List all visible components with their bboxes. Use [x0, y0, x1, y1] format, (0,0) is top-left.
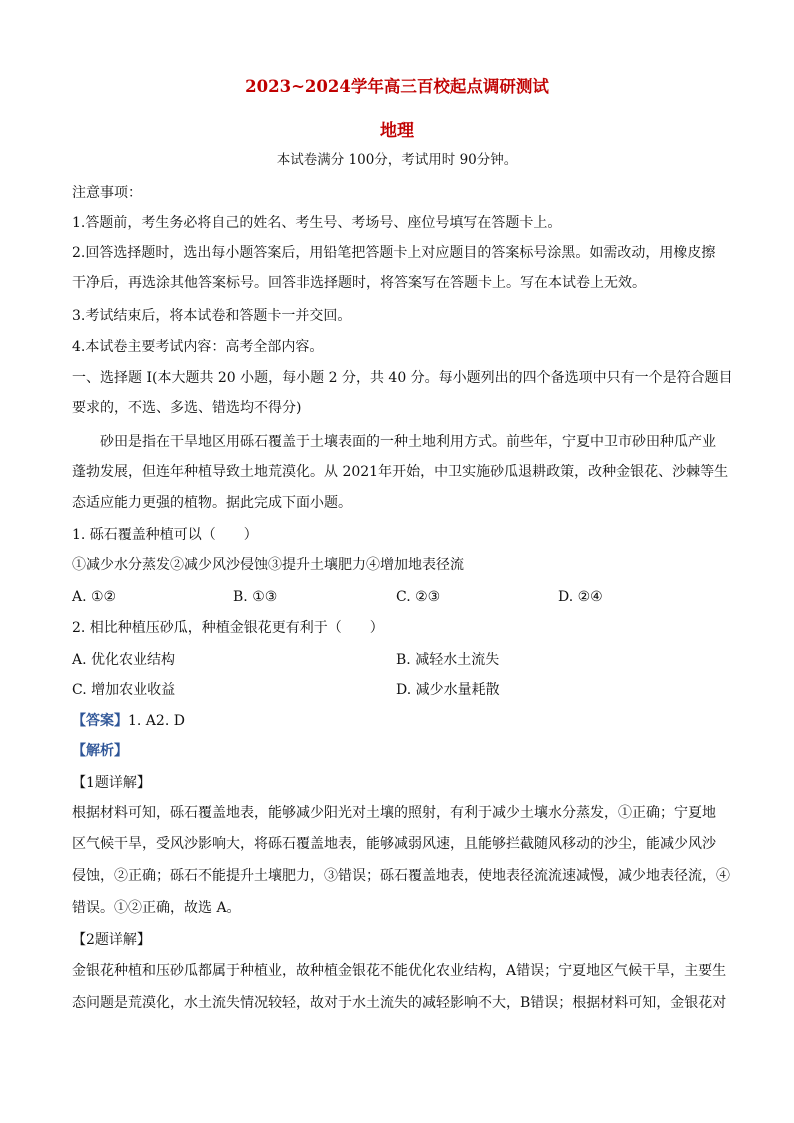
notice-item-2-line-1: 2.回答选择题时，选出每小题答案后，用铅笔把答题卡上对应题目的答案标号涂黑。如需改动，用橡皮擦 [72, 245, 716, 261]
question-2-option-a: A. 优化农业结构 [72, 652, 176, 668]
question-2-option-c: C. 增加农业收益 [72, 682, 176, 698]
analysis-label: 【解析】 [72, 743, 128, 759]
answer-text: 1. A2. D [128, 713, 185, 729]
q1-analysis-line-3: 侵蚀，②正确；砾石不能提升土壤肥力，③错误；砾石覆盖地表，使地表径流流速减慢，减少地表径流，④ [72, 868, 730, 884]
question-1-option-a: A. ①② [72, 589, 117, 605]
notice-item-4: 4.本试卷主要考试内容：高考全部内容。 [72, 339, 324, 355]
passage-line-1: 砂田是指在干旱地区用砾石覆盖于土壤表面的一种土地利用方式。前些年，宁夏中卫市砂田种瓜产业 [100, 434, 716, 450]
question-2-option-b: B. 减轻水土流失 [396, 652, 500, 668]
notice-item-2-line-2: 干净后，再选涂其他答案标号。回答非选择题时，将答案写在答题卡上。写在本试卷上无效。 [72, 275, 646, 291]
q1-analysis-line-1: 根据材料可知，砾石覆盖地表，能够减少阳光对土壤的照射，有利于减少土壤水分蒸发，①正确；宁夏地 [72, 805, 716, 821]
exam-info: 本试卷满分 100分，考试用时 90分钟。 [276, 152, 518, 168]
question-1-statements: ①减少水分蒸发②减少风沙侵蚀③提升土壤肥力④增加地表径流 [72, 557, 464, 573]
q2-analysis-line-2: 态问题是荒漠化，水土流失情况较轻，故对于水土流失的减轻影响不大，B错误；根据材料可知，金银花对 [72, 995, 727, 1011]
passage-line-3: 态适应能力更强的植物。据此完成下面小题。 [72, 495, 352, 511]
section-heading-line-1: 一、选择题 I(本大题共 20 小题，每小题 2 分，共 40 分。每小题列出的四个备选项中只有一个是符合题目 [72, 370, 733, 386]
q2-analysis-label: 【2题详解】 [72, 932, 151, 948]
exam-title: 2023~2024学年高三百校起点调研测试 [245, 77, 549, 96]
question-1-stem: 1. 砾石覆盖种植可以（ ） [72, 527, 258, 543]
q2-analysis-line-1: 金银花种植和压砂瓜都属于种植业，故种植金银花不能优化农业结构，A错误；宁夏地区气候干旱，主要生 [72, 963, 727, 979]
section-heading-line-2: 要求的，不选、多选、错选均不得分) [72, 400, 302, 416]
question-1-option-c: C. ②③ [396, 589, 441, 605]
answer-line [72, 711, 732, 731]
q1-analysis-line-2: 区气候干旱，受风沙影响大，将砾石覆盖地表，能够减弱风速，且能够拦截随风移动的沙尘，能减少风沙 [72, 836, 716, 852]
notice-item-3: 3.考试结束后，将本试卷和答题卡一并交回。 [72, 308, 352, 324]
answer-label: 【答案】 [72, 713, 128, 729]
notice-heading: 注意事项： [72, 185, 142, 201]
subject-title: 地理 [380, 121, 414, 141]
notice-item-1: 1.答题前，考生务必将自己的姓名、考生号、考场号、座位号填写在答题卡上。 [72, 215, 562, 231]
q1-analysis-line-4: 错误。①②正确，故选 A。 [72, 900, 241, 916]
question-2-option-d: D. 减少水量耗散 [396, 682, 500, 698]
question-2-stem: 2. 相比种植压砂瓜，种植金银花更有利于（ ） [72, 620, 384, 636]
passage-line-2: 蓬勃发展，但连年种植导致土地荒漠化。从 2021年开始，中卫实施砂瓜退耕政策，改种金银花、沙棘等生 [72, 464, 729, 480]
q1-analysis-label: 【1题详解】 [72, 775, 151, 791]
question-1-option-b: B. ①③ [233, 589, 278, 605]
question-1-option-d: D. ②④ [558, 589, 603, 605]
